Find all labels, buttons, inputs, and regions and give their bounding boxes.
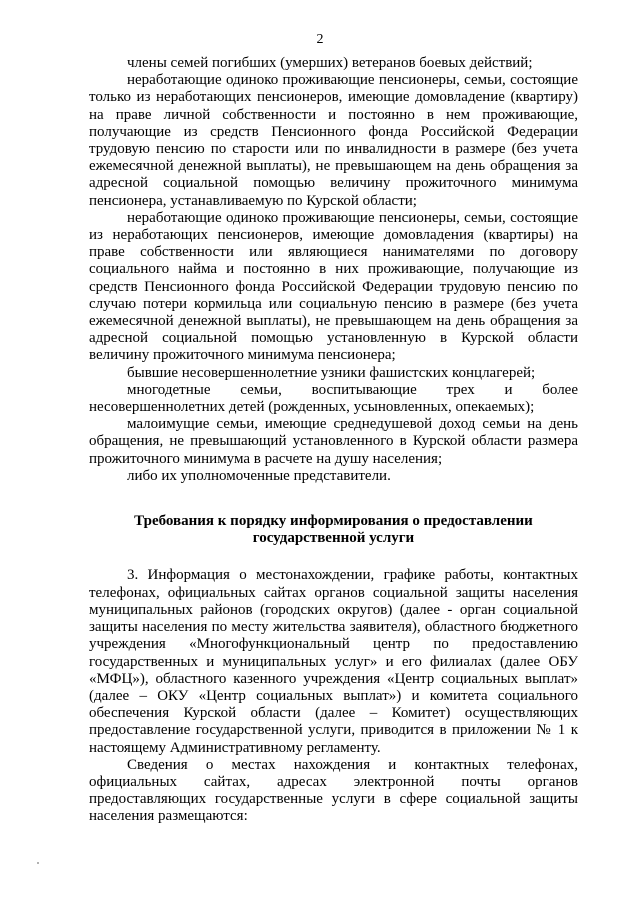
section-heading <box>89 513 578 547</box>
document-body <box>89 55 578 826</box>
paragraph-9: Сведения о местах нахождения и контактных телефонах, официальных сайтах, адресах электронной почты органов предоставляющих государственные услуги в сфере социальной защиты населения размещаются: <box>89 756 578 825</box>
scan-speck <box>37 862 39 864</box>
paragraph-2: неработающие одиноко проживающие пенсионеры, семьи, состоящие только из неработающих пенсионеров, имеющие домовладение (квартиру) на праве личной собственности и постоянно в нем проживающие, получающие из средств Пенсионного фонда Российской Федерации трудовую пенсию по старости или по инвалидности в размере (без учета ежемесячной денежной выплаты), не превышающем на день обращения за адресной социальной помощью величину прожиточного минимума пенсионера, устанавливаемую по Курской области; <box>89 72 578 209</box>
paragraph-8: 3. Информация о местонахождении, графике работы, контактных телефонах, официальных сайтах органов социальной защиты населения муниципальных районов (городских округов) (далее - орган социальной защиты населения по месту жительства заявителя), областного бюджетного учреждения «Многофункциональный центр по предоставлению государственных и муниципальных услуг» и его филиалах (далее ОБУ «МФЦ»), областного казенного учреждения «Центр социальных выплат» (далее – ОКУ «Центр социальных выплат») и комитета социального обеспечения Курской области (далее – Комитет) осуществляющих предоставление государственной услуги, приводится в приложении № 1 к настоящему Административному регламенту. <box>89 567 578 756</box>
paragraph-1: члены семей погибших (умерших) ветеранов боевых действий; <box>127 55 533 71</box>
paragraph-3: неработающие одиноко проживающие пенсионеры, семьи, состоящие из неработающих пенсионеров, имеющие домовладения (квартиры) на праве собственности или являющиеся нанимателями по договору социального найма и постоянно в них проживающие, получающие из средств Пенсионного фонда Российской Федерации трудовую пенсию по случаю потери кормильца или социальную пенсию в размере (без учета ежемесячной денежной выплаты), не превышающем на день обращения за адресной социальной помощью установленную в Курской области величину прожиточного минимума пенсионера; <box>89 209 578 364</box>
paragraph-6: малоимущие семьи, имеющие среднедушевой доход семьи на день обращения, не превышающий установленного в Курской области размера прожиточного минимума в расчете на душу населения; <box>89 416 578 467</box>
section-heading-line-1: Требования к порядку информирования о предоставлении <box>134 513 533 530</box>
paragraph-5: многодетные семьи, воспитывающие трех и более несовершеннолетних детей (рожденных, усыновленных, опекаемых); <box>89 381 578 416</box>
page-number: 2 <box>316 32 324 47</box>
paragraph-7: либо их уполномоченные представители. <box>127 467 391 484</box>
paragraph-4: бывшие несовершеннолетние узники фашистских концлагерей; <box>127 364 536 381</box>
section-heading-line-2: государственной услуги <box>252 530 415 547</box>
